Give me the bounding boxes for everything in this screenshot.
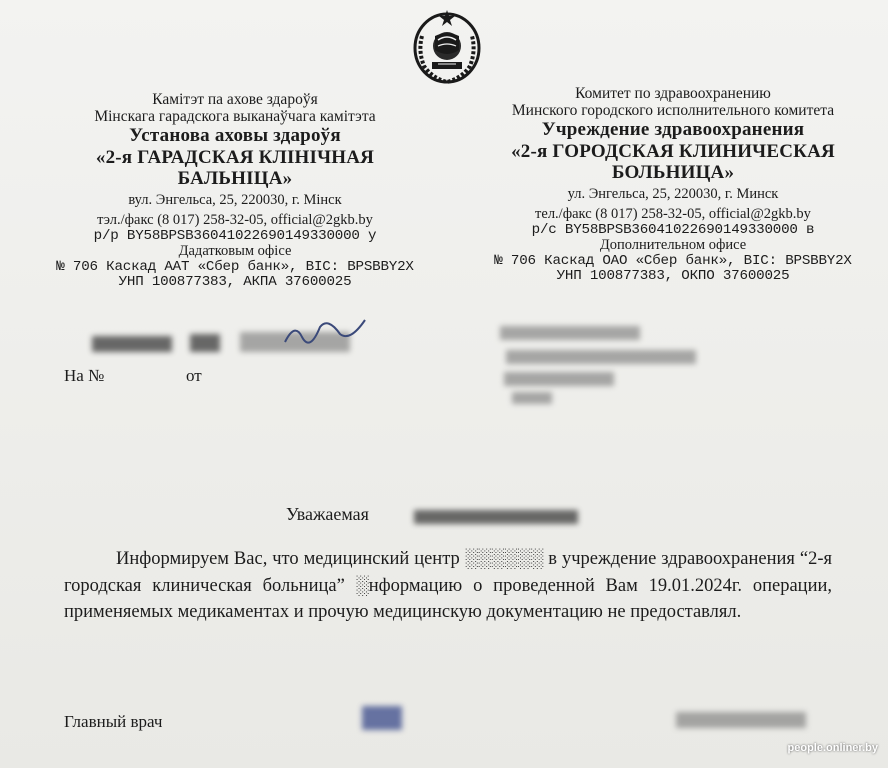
coat-of-arms-emblem	[408, 6, 486, 86]
redacted-addressee	[512, 392, 552, 404]
account-line: р/р BY58BPSB36041022690149330000 у	[93, 227, 377, 244]
redacted-addressee	[504, 372, 614, 386]
redacted-signature	[362, 706, 402, 730]
office-line: Дадатковым офісе	[178, 242, 292, 259]
phone-line: тэл./факс (8 017) 258-32-05, official@2gkb.by	[97, 211, 373, 228]
bank-line: № 706 Каскад ААТ «Сбер банк», BIC: BPSBBY2X	[56, 258, 414, 275]
executive-committee-line: Минского городского исполнительного комитета	[511, 101, 835, 119]
ids-line: УНП 100877383, ОКПО 37600025	[556, 267, 790, 284]
address-line: ул. Энгельса, 25, 220030, г. Минск	[567, 186, 779, 203]
ids-line: УНП 100877383, АКПА 37600025	[118, 273, 352, 290]
institution-type: Установа аховы здароўя	[129, 125, 341, 147]
greeting: Уважаемая	[286, 504, 369, 524]
reference-date-label: от	[186, 366, 202, 385]
reference-line	[64, 366, 202, 386]
redacted-outgoing-number	[92, 336, 172, 352]
phone-line: тел./факс (8 017) 258-32-05, official@2gkb.by	[535, 205, 811, 222]
signatory-title: Главный врач	[64, 712, 163, 731]
hospital-name-line1: «2-я ГАРАДСКАЯ КЛІНІЧНАЯ	[95, 146, 375, 168]
letter-body-paragraph: Информируем Вас, что медицинский центр ░░░░░░ в учреждение здравоохранения “2-я городская клиническая больница” ░нформацию о проведенной Вам 19.01.2024г. операции, применяемых медикаментах и прочую медицинскую документацию не предоставлял.	[64, 549, 832, 622]
redacted-outgoing-number	[190, 334, 220, 352]
executive-committee-line: Мінскага гарадскога выканаўчага камітэта	[94, 107, 376, 125]
account-line: р/с BY58BPSB36041022690149330000 в	[531, 221, 815, 238]
office-line: Дополнительном офисе	[599, 236, 747, 253]
hospital-name-line1: «2-я ГОРОДСКАЯ КЛИНИЧЕСКАЯ	[511, 140, 835, 162]
reference-number-label: На №	[64, 366, 105, 385]
header-right-block	[478, 86, 868, 284]
redacted-addressee	[506, 350, 696, 364]
redacted-addressee	[500, 326, 640, 340]
source-watermark: people.onliner.by	[787, 742, 878, 754]
redacted-signatory-name	[676, 712, 806, 728]
handwritten-mark	[280, 312, 370, 352]
address-line: вул. Энгельса, 25, 220030, г. Мінск	[128, 192, 342, 209]
bank-line: № 706 Каскад ОАО «Сбер банк», BIC: BPSBBY2X	[494, 252, 852, 269]
hospital-name-line2: БАЛЬНІЦА»	[177, 168, 293, 189]
committee-line: Комитет по здравоохранению	[575, 85, 771, 102]
institution-type: Учреждение здравоохранения	[541, 119, 805, 141]
hospital-name-line2: БОЛЬНИЦА»	[611, 162, 735, 183]
redacted-recipient-name	[414, 510, 578, 524]
header-left-block	[40, 92, 430, 290]
committee-line: Камітэт па ахове здароўя	[152, 91, 318, 108]
